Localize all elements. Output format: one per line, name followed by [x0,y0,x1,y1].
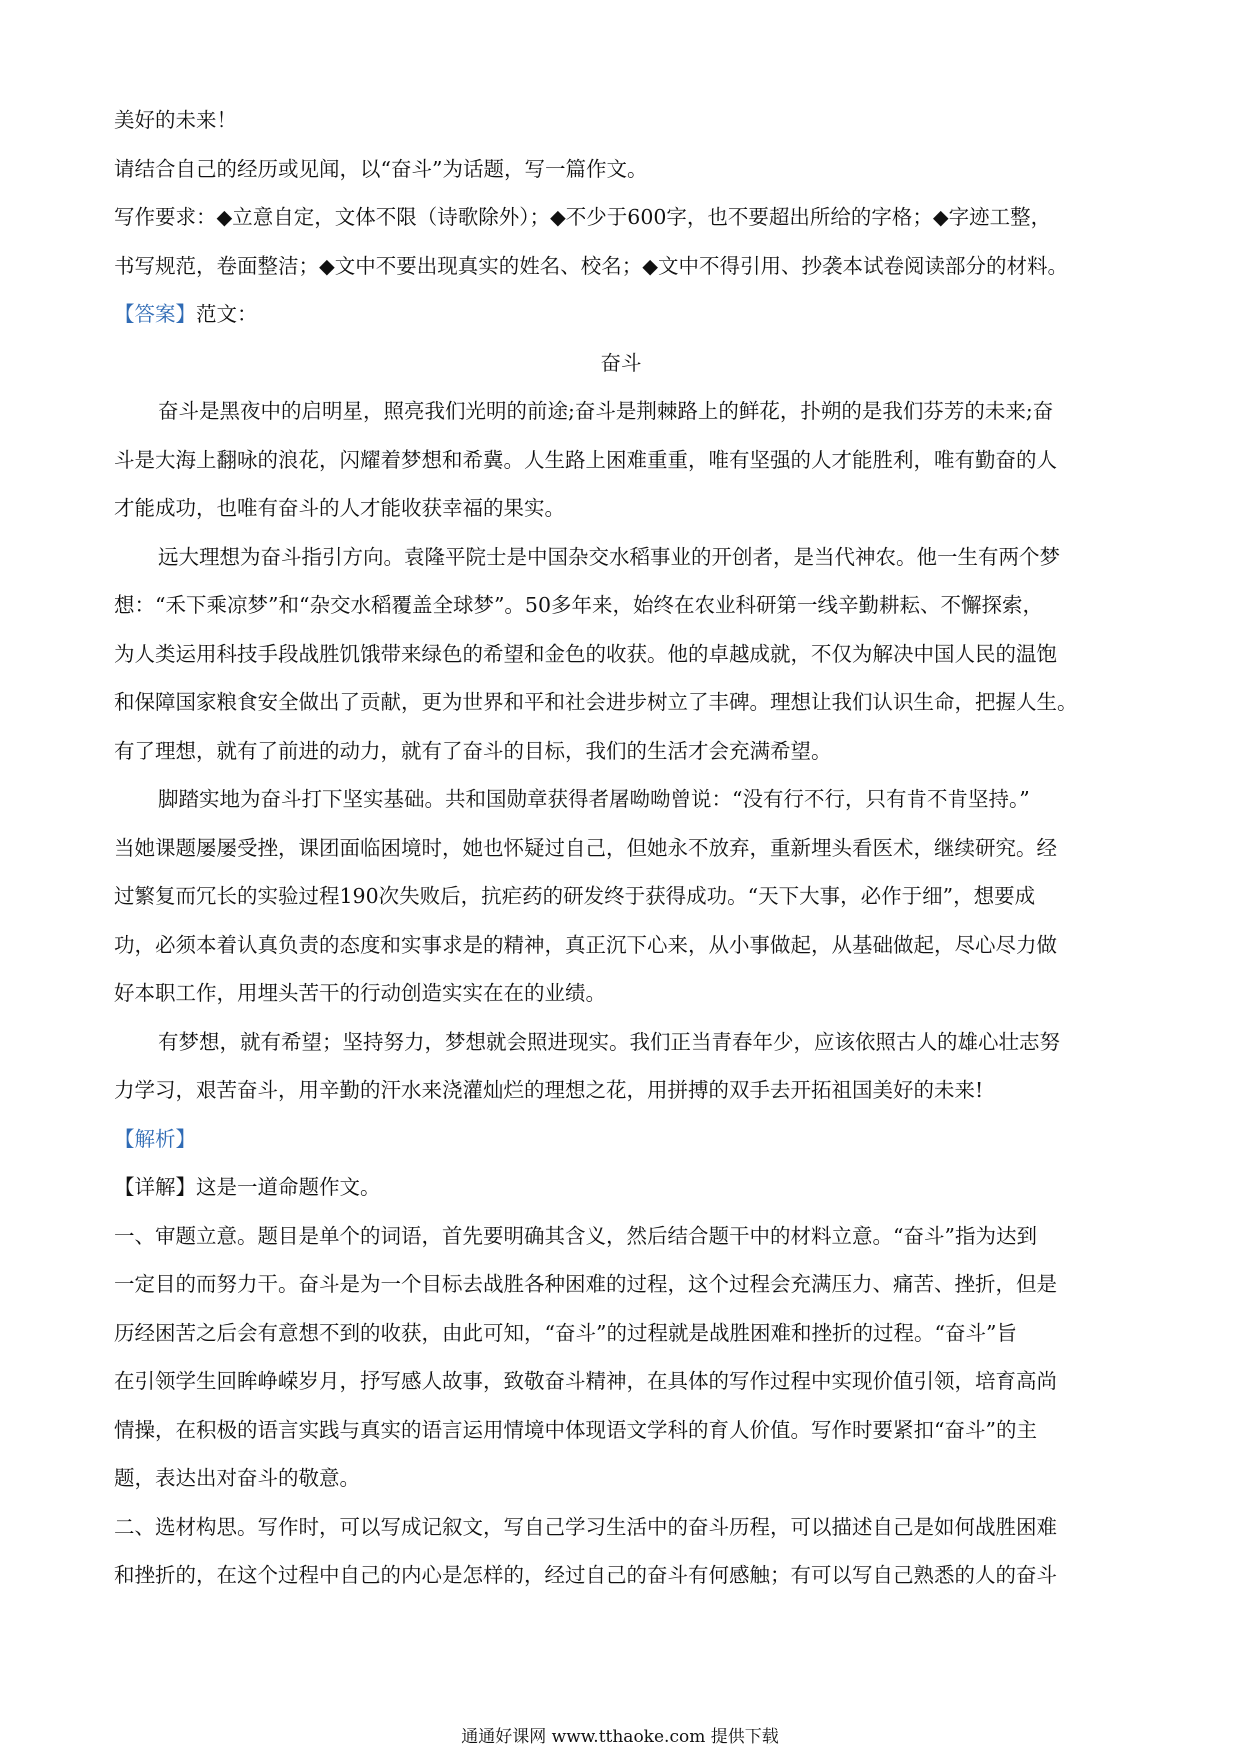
text-line: 当她课题屡屡受挫，课团面临困境时，她也怀疑过自己，但她永不放弃，重新埋头看医术，继续研究。经 [114,835,1057,860]
detail-tag: 【详解】 [114,1175,196,1199]
text-line: 题，表达出对奋斗的敬意。 [114,1466,360,1490]
text-line: 远大理想为奋斗指引方向。袁隆平院士是中国杂交水稻事业的开创者，是当代神农。他一生有两个梦 [158,544,1060,569]
text-line: 奋斗是黑夜中的启明星，照亮我们光明的前途;奋斗是荆棘路上的鲜花，扑朔的是我们芬芳的未来;奋 [158,399,1054,423]
essay-paragraph-3 [114,775,1128,1018]
analysis-section-2 [114,1503,1128,1600]
text-line: 和挫折的，在这个过程中自己的内心是怎样的，经过自己的奋斗有何感触；有可以写自己熟悉的人的奋斗 [114,1563,1057,1587]
text-line: 历经困苦之后会有意想不到的收获，由此可知，“奋斗”的过程就是战胜困难和挫折的过程。“奋斗”旨 [114,1320,1017,1345]
answer-tag: 【答案】 [114,302,196,326]
text-line: 写作要求：◆立意自定，文体不限（诗歌除外）；◆不少于600字，也不要超出所给的字格；◆字迹工整， [114,205,1052,229]
text-line: 和保障国家粮食安全做出了贡献，更为世界和平和社会进步树立了丰碑。理想让我们认识生命，把握人生。 [114,690,1078,714]
analysis-tag: 【解析】 [114,1126,196,1151]
text-line: 脚踏实地为奋斗打下坚实基础。共和国勋章获得者屠呦呦曾说：“没有行不行，只有肯不肯坚持。” [158,787,1030,811]
text-line: 有梦想，就有希望；坚持努力，梦想就会照进现实。我们正当青春年少，应该依照古人的雄心壮志努 [158,1029,1060,1054]
text-line: 请结合自己的经历或见闻，以“奋斗”为话题，写一篇作文。 [114,156,648,181]
answer-line [114,290,1128,339]
text-line: 在引领学生回眸峥嵘岁月，抒写感人故事，致敬奋斗精神，在具体的写作过程中实现价值引领，培育高尚 [114,1369,1057,1393]
text-line: 为人类运用科技手段战胜饥饿带来绿色的希望和金色的收获。他的卓越成就，不仅为解决中国人民的温饱 [114,641,1057,666]
answer-text: 范文： [196,302,258,326]
text-line: 一、审题立意。题目是单个的词语，首先要明确其含义，然后结合题干中的材料立意。“奋斗”指为达到 [114,1223,1037,1248]
text-line: 功，必须本着认真负责的态度和实事求是的精神，真正沉下心来，从小事做起，从基础做起，尽心尽力做 [114,932,1057,957]
detail-text: 这是一道命题作文。 [196,1175,381,1199]
text-line: 过繁复而冗长的实验过程190次失败后，抗疟药的研发终于获得成功。“天下大事，必作于细”，想要成 [114,884,1036,908]
text-line: 一定目的而努力干。奋斗是为一个目标去战胜各种困难的过程，这个过程会充满压力、痛苦、挫折，但是 [114,1272,1057,1296]
detail-line [114,1163,1128,1212]
text-line: 有了理想，就有了前进的动力，就有了奋斗的目标，我们的生活才会充满希望。 [114,738,832,763]
essay-title: 奋斗 [600,350,642,375]
text-line: 想：“禾下乘凉梦”和“杂交水稻覆盖全球梦”。50多年来，始终在农业科研第一线辛勤耕耘、不懈探索， [114,593,1044,617]
text-line: 力学习，艰苦奋斗，用辛勤的汗水来浇灌灿烂的理想之花，用拼搏的双手去开拓祖国美好的未来! [114,1078,984,1102]
text-line: 书写规范，卷面整洁；◆文中不要出现真实的姓名、校名；◆文中不得引用、抄袭本试卷阅读部分的材料。 [114,253,1069,278]
essay-paragraph-4 [114,1018,1128,1115]
text-line: 斗是大海上翻咏的浪花，闪耀着梦想和希冀。人生路上困难重重，唯有坚强的人才能胜利，唯有勤奋的人 [114,447,1057,472]
analysis-section-1 [114,1212,1128,1503]
text-line: 美好的未来！ [114,108,237,132]
text-line: 才能成功，也唯有奋斗的人才能收获幸福的果实。 [114,496,565,520]
text-line: 好本职工作，用埋头苦干的行动创造实实在在的业绩。 [114,981,606,1005]
essay-paragraph-1 [114,387,1128,533]
text-line: 二、选材构思。写作时，可以写成记叙文，写自己学习生活中的奋斗历程，可以描述自己是如何战胜困难 [114,1514,1057,1539]
text-line: 情操，在积极的语言实践与真实的语言运用情境中体现语文学科的育人价值。写作时要紧扣“奋斗”的主 [114,1417,1037,1442]
document-page [114,96,1128,1600]
page-footer: 通通好课网 www.tthaoke.com 提供下载 [461,1727,779,1747]
essay-paragraph-2 [114,533,1128,776]
